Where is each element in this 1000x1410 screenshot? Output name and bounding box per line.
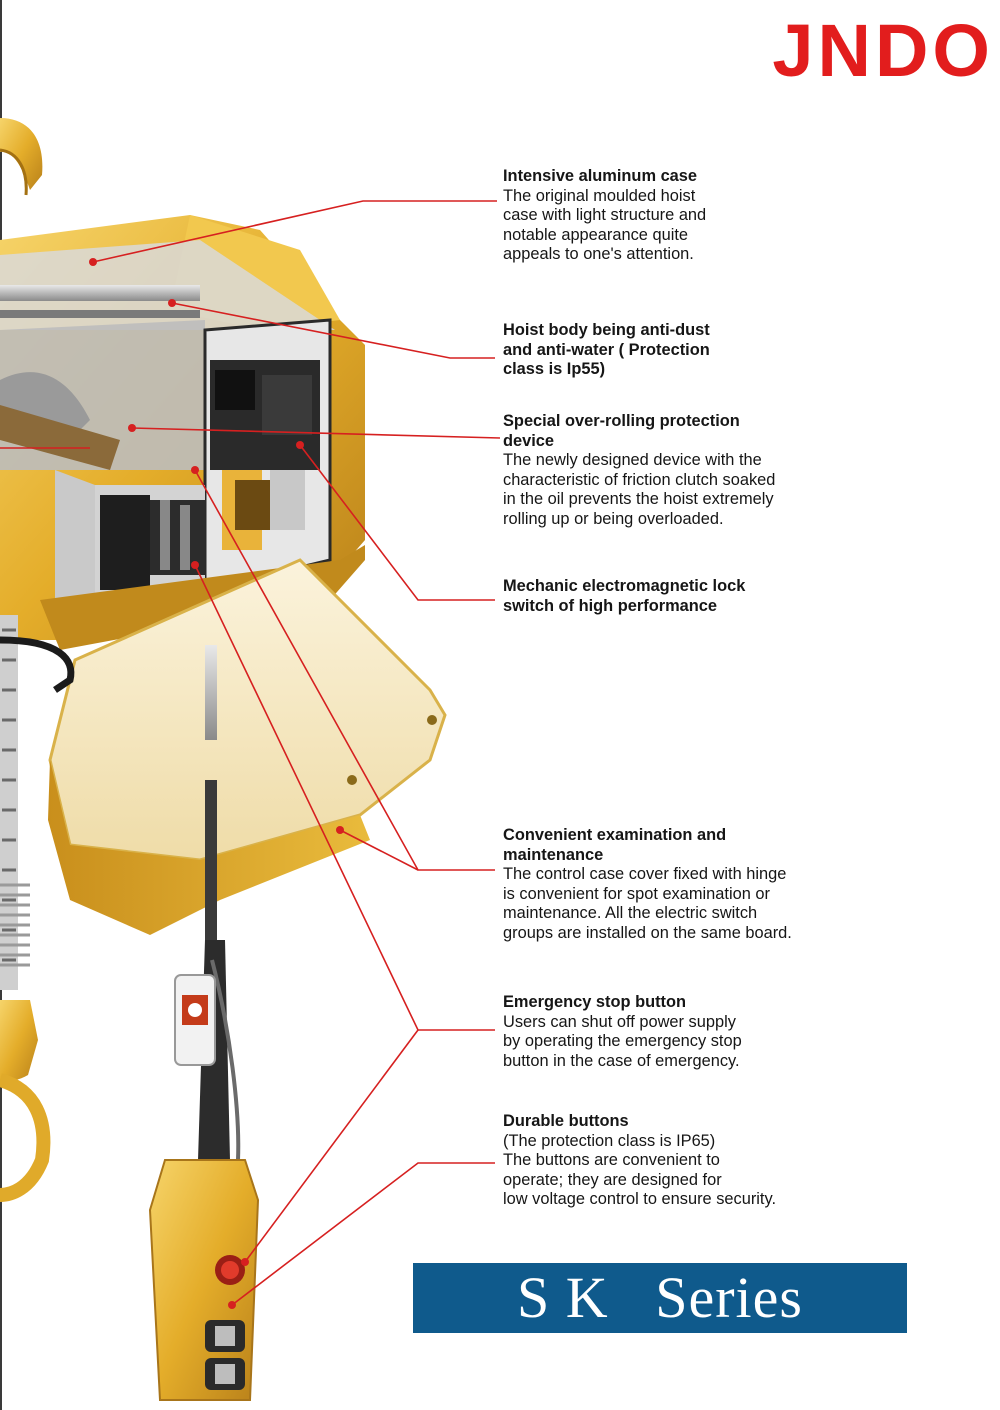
callout-body: Users can shut off power supply by operating the emergency stop button in the case of emergency. — [503, 1012, 742, 1070]
callout-emergency-stop — [503, 993, 843, 1071]
callout-body: The newly designed device with the characteristic of friction clutch soaked in the oil prevents the hoist extremely rolling up or being overloaded. — [503, 451, 776, 528]
callout-body: The original moulded hoist case with light structure and notable appearance quite appeals to one's attention. — [503, 186, 707, 264]
callout-title: Special over-rolling protection device — [503, 412, 740, 450]
top-hook — [0, 118, 42, 195]
callout-body: (The protection class is IP65) The buttons are convenient to operate; they are designed for low voltage control to ensure security. — [503, 1131, 777, 1209]
callout-examination — [503, 826, 863, 944]
callout-lock-switch — [503, 577, 843, 616]
callout-title: Hoist body being anti-dust and anti-water ( Protection class is Ip55) — [503, 321, 710, 379]
callout-title: Intensive aluminum case — [503, 167, 698, 185]
pendant-controller — [150, 1160, 258, 1400]
callout-title: Convenient examination and maintenance — [503, 826, 727, 864]
bottom-hook — [0, 1000, 43, 1195]
callout-title: Durable buttons — [503, 1112, 629, 1130]
callout-over-rolling — [503, 412, 843, 530]
series-banner: S K Series — [413, 1263, 907, 1333]
callout-title: Mechanic electromagnetic lock switch of high performance — [503, 577, 746, 615]
callout-durable-buttons — [503, 1112, 843, 1210]
callout-aluminum-case — [503, 167, 843, 265]
callout-title: Emergency stop button — [503, 993, 687, 1011]
brand-logo: JNDO — [772, 9, 994, 92]
callout-body: The control case cover fixed with hinge is convenient for spot examination or maintenance. All the electric switch groups are installed on the same board. — [503, 865, 792, 942]
callout-anti-dust — [503, 321, 843, 380]
